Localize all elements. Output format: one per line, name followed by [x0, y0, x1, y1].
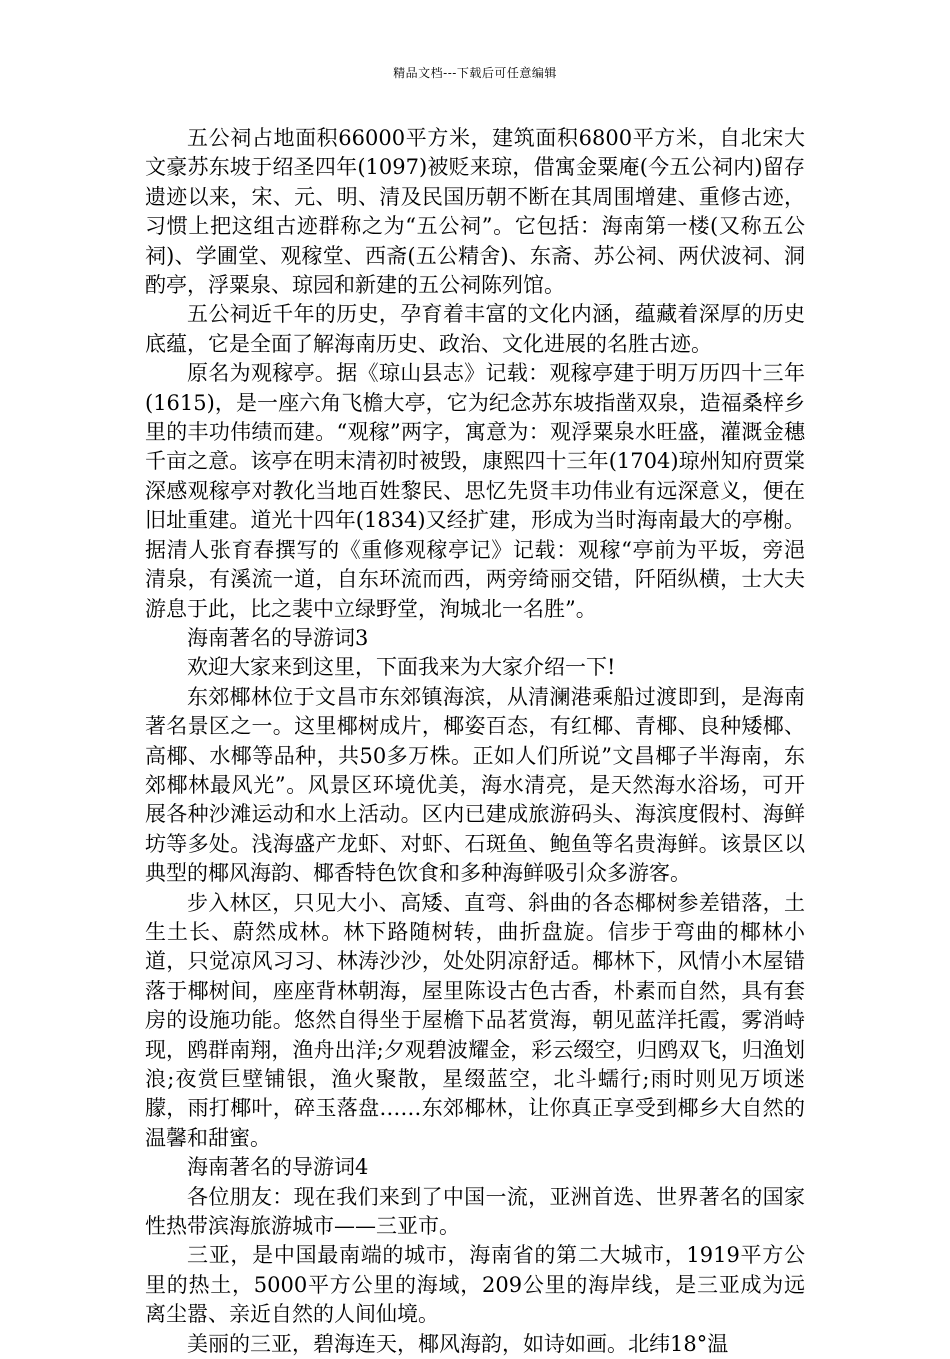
- paragraph: 步入林区，只见大小、高矮、直弯、斜曲的各态椰树参差错落，土生土长、蔚然成林。林下路随树转，曲折盘旋。信步于弯曲的椰林小道，只觉凉风习习、林涛沙沙，处处阴凉舒适。椰林下，风情小木屋错落于椰树间，座座背林朝海，屋里陈设古色古香，朴素而自然，具有套房的设施功能。悠然自得坐于屋檐下品茗赏海，朝见蓝洋托霞，雾消峙现，鸥群南翔，渔舟出洋;夕观碧波耀金，彩云缀空，归鸥双飞，归渔划浪;夜赏巨壁铺银，渔火聚散，星缀蓝空，北斗蠕行;雨时则见万顷迷朦，雨打椰叶，碎玉落盘……东郊椰林，让你真正享受到椰乡大自然的温馨和甜蜜。: [145, 890, 805, 1150]
- paragraph: 欢迎大家来到这里，下面我来为大家介绍一下!: [187, 655, 616, 680]
- page-header: 精品文档---下载后可任意编辑: [393, 66, 557, 80]
- paragraph: 五公祠近千年的历史，孕育着丰富的文化内涵，蕴藏着深厚的历史底蕴，它是全面了解海南历史、政治、文化进展的名胜古迹。: [145, 302, 805, 356]
- paragraph: 东郊椰林位于文昌市东郊镇海滨，从清澜港乘船过渡即到，是海南著名景区之一。这里椰树成片，椰姿百态，有红椰、青椰、良种矮椰、高椰、水椰等品种，共50多万株。正如人们所说”文昌椰子半海南，东郊椰林最风光”。风景区环境优美，海水清亮，是天然海水浴场，可开展各种沙滩运动和水上活动。区内已建成旅游码头、海滨度假村、海鲜坊等多处。浅海盛产龙虾、对虾、石斑鱼、鲍鱼等名贵海鲜。该景区以典型的椰风海韵、椰香特色饮食和多种海鲜吸引众多游客。: [145, 684, 805, 886]
- paragraph: 三亚，是中国最南端的城市，海南省的第二大城市，1919平方公里的热土，5000平方公里的海域，209公里的海岸线，是三亚成为远离尘嚣、亲近自然的人间仙境。: [145, 1243, 805, 1327]
- paragraph: 五公祠占地面积66000平方米，建筑面积6800平方米，自北宋大文豪苏东坡于绍圣四年(1097)被贬来琼，借寓金粟庵(今五公祠内)留存遗迹以来，宋、元、明、清及民国历朝不断在其周围增建、重修古迹，习惯上把这组古迹群称之为“五公祠”。它包括：海南第一楼(又称五公祠)、学圃堂、观稼堂、西斋(五公精舍)、东斋、苏公祠、两伏波祠、洞酌亭，浮粟泉、琼园和新建的五公祠陈列馆。: [145, 126, 805, 298]
- section-heading: 海南著名的导游词3: [187, 625, 369, 650]
- paragraph: 美丽的三亚，碧海连天，椰风海韵，如诗如画。北纬18°温: [187, 1331, 729, 1356]
- document-body: [145, 124, 805, 1359]
- paragraph: 原名为观稼亭。据《琼山县志》记载：观稼亭建于明万历四十三年(1615)，是一座六角飞檐大亭，它为纪念苏东坡指凿双泉，造福桑梓乡里的丰功伟绩而建。“观稼”两字，寓意为：观浮粟泉水旺盛，灌溉金穗千亩之意。该亭在明末清初时被毁，康熙四十三年(1704)琼州知府贾棠深感观稼亭对教化当地百姓黎民、思忆先贤丰功伟业有远深意义，便在旧址重建。道光十四年(1834)又经扩建，形成为当时海南最大的亭榭。据清人张育春撰写的《重修观稼亭记》记载：观稼“亭前为平坂，旁浥清泉，有溪流一道，自东环流而西，两旁绮丽交错，阡陌纵横，士大夫游息于此，比之裴中立绿野堂，洵城北一名胜”。: [145, 361, 805, 621]
- section-heading: 海南著名的导游词4: [187, 1155, 369, 1180]
- paragraph: 各位朋友：现在我们来到了中国一流，亚洲首选、世界著名的国家性热带滨海旅游城市——三亚市。: [145, 1184, 805, 1239]
